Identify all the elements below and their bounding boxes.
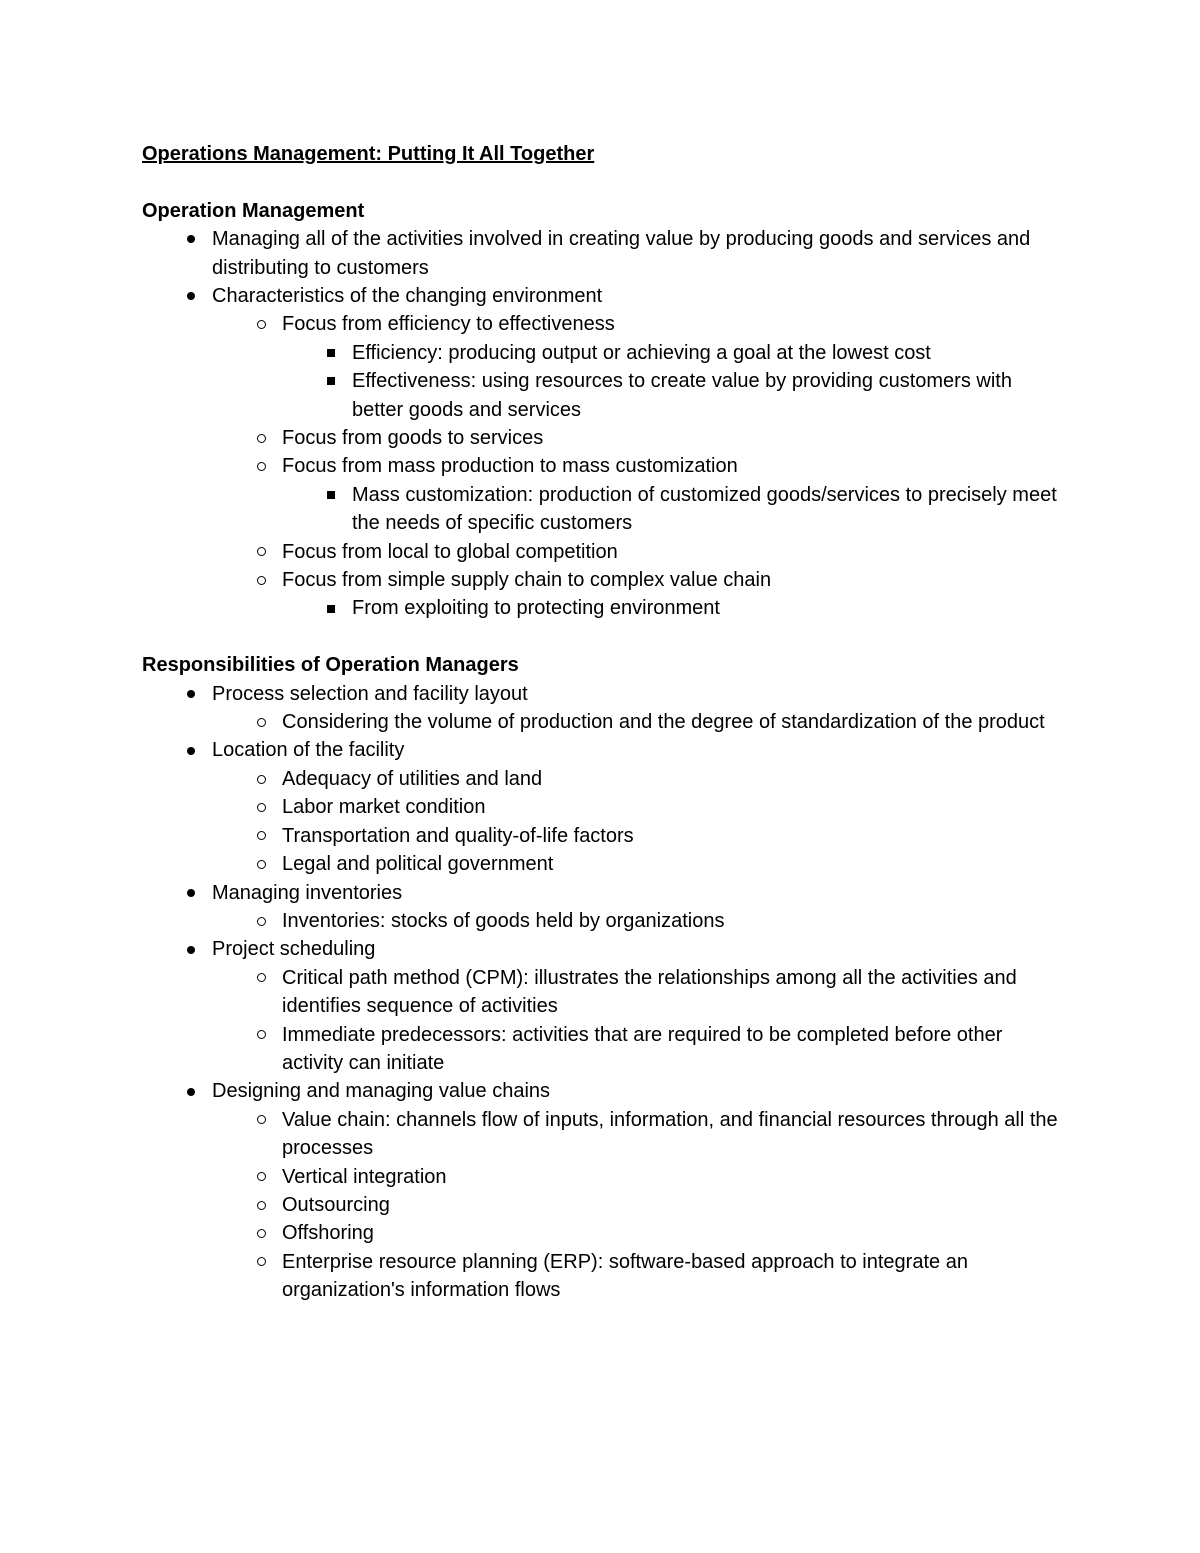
circle-bullet-icon [251, 1248, 271, 1276]
sub-list-item-text: Enterprise resource planning (ERP): software-based approach to integrate an organization's information flows [282, 1250, 968, 1302]
circle-bullet-icon [251, 1021, 271, 1049]
bullet-list [142, 680, 1062, 1305]
list-item [142, 736, 1062, 878]
square-bullet-icon [321, 481, 341, 509]
sub-list-item [212, 1021, 1062, 1078]
sub-list-item-text: Focus from mass production to mass customization [282, 455, 738, 478]
section-heading: Responsibilities of Operation Managers [142, 654, 519, 677]
sub-sub-list-item [282, 339, 1062, 367]
disc-bullet-icon [181, 736, 201, 764]
sub-list-item-text: Labor market condition [282, 796, 486, 819]
list-item [142, 1077, 1062, 1304]
circle-bullet-icon [251, 452, 271, 480]
disc-bullet-icon [181, 680, 201, 708]
sub-list-item [212, 1219, 1062, 1247]
circle-bullet-icon [251, 566, 271, 594]
list-item [142, 879, 1062, 936]
sub-sub-list-item-text: From exploiting to protecting environment [352, 597, 720, 620]
sub-list-item [212, 1106, 1062, 1163]
sub-list-item [212, 765, 1062, 793]
sub-list-item-text: Focus from local to global competition [282, 540, 618, 563]
sub-list-item-text: Focus from efficiency to effectiveness [282, 313, 615, 336]
circle-bullet-icon [251, 708, 271, 736]
sub-list [212, 964, 1062, 1078]
sub-list [212, 1106, 1062, 1305]
list-item-text: Characteristics of the changing environment [212, 285, 603, 307]
disc-bullet-icon [181, 225, 201, 253]
square-bullet-icon [321, 367, 341, 395]
sub-list-item [212, 822, 1062, 850]
sub-list-item [212, 1191, 1062, 1219]
sub-list-item-text: Offshoring [282, 1222, 374, 1245]
sub-list [212, 310, 1062, 622]
spacer [142, 168, 1062, 196]
sub-list-item [212, 964, 1062, 1021]
circle-bullet-icon [251, 907, 271, 935]
sub-list-item [212, 424, 1062, 452]
sub-list-item-text: Outsourcing [282, 1193, 390, 1216]
sub-list-item [212, 708, 1062, 736]
disc-bullet-icon [181, 1077, 201, 1105]
circle-bullet-icon [251, 310, 271, 338]
sub-list-item-text: Critical path method (CPM): illustrates the relationships among all the activities and identifies sequence of activities [282, 966, 1017, 1018]
document-title: Operations Management: Putting It All Together [142, 143, 595, 165]
list-item [142, 935, 1062, 1077]
list-item [142, 225, 1062, 282]
sub-list-item-text: Value chain: channels flow of inputs, information, and financial resources through all the processes [282, 1108, 1058, 1160]
sub-sub-list-item [282, 481, 1062, 538]
section-operation-management [142, 197, 1062, 623]
sub-list-item [212, 1248, 1062, 1305]
sub-sub-list-item-text: Mass customization: production of customized goods/services to precisely meet the needs of specific customers [352, 483, 1057, 535]
sub-sub-list-item [282, 367, 1062, 424]
sub-list-item [212, 793, 1062, 821]
list-item-text: Managing inventories [212, 881, 403, 904]
circle-bullet-icon [251, 850, 271, 878]
disc-bullet-icon [181, 935, 201, 963]
sub-sub-list-item-text: Efficiency: producing output or achieving a goal at the lowest cost [352, 341, 931, 364]
sub-list-item-text: Considering the volume of production and the degree of standardization of the product [282, 711, 1045, 734]
bullet-list [142, 225, 1062, 623]
spacer [142, 623, 1062, 651]
circle-bullet-icon [251, 964, 271, 992]
square-bullet-icon [321, 594, 341, 622]
sub-list-item [212, 850, 1062, 878]
sub-sub-list [282, 481, 1062, 538]
section-heading: Operation Management [142, 199, 365, 222]
sub-list-item [212, 566, 1062, 623]
sub-list-item-text: Adequacy of utilities and land [282, 767, 543, 790]
sub-sub-list [282, 594, 1062, 622]
circle-bullet-icon [251, 765, 271, 793]
list-item-text: Designing and managing value chains [212, 1080, 551, 1103]
sub-list [212, 907, 1062, 935]
document-page [142, 140, 1062, 1305]
circle-bullet-icon [251, 538, 271, 566]
sub-sub-list-item-text: Effectiveness: using resources to create value by providing customers with better goods and services [352, 370, 1012, 421]
sub-list-item-text: Immediate predecessors: activities that are required to be completed before other activity can initiate [282, 1023, 1003, 1074]
list-item-text: Location of the facility [212, 739, 405, 762]
list-item-text: Managing all of the activities involved in creating value by producing goods and services and distributing to customers [212, 228, 1031, 279]
circle-bullet-icon [251, 1191, 271, 1219]
circle-bullet-icon [251, 793, 271, 821]
sub-list-item-text: Vertical integration [282, 1165, 447, 1188]
sub-list-item [212, 1163, 1062, 1191]
circle-bullet-icon [251, 822, 271, 850]
square-bullet-icon [321, 339, 341, 367]
circle-bullet-icon [251, 1163, 271, 1191]
list-item-text: Process selection and facility layout [212, 682, 528, 705]
list-item-text: Project scheduling [212, 938, 376, 961]
sub-list [212, 708, 1062, 736]
sub-sub-list [282, 339, 1062, 424]
sub-list [212, 765, 1062, 879]
list-item [142, 680, 1062, 737]
sub-list-item-text: Legal and political government [282, 853, 554, 876]
section-responsibilities [142, 651, 1062, 1304]
disc-bullet-icon [181, 282, 201, 310]
sub-list-item [212, 452, 1062, 537]
circle-bullet-icon [251, 1106, 271, 1134]
sub-list-item [212, 310, 1062, 424]
sub-sub-list-item [282, 594, 1062, 622]
circle-bullet-icon [251, 1219, 271, 1247]
sub-list-item [212, 538, 1062, 566]
sub-list-item-text: Focus from simple supply chain to complex value chain [282, 569, 772, 592]
sub-list-item-text: Inventories: stocks of goods held by organizations [282, 909, 725, 932]
sub-list-item-text: Focus from goods to services [282, 427, 544, 450]
sub-list-item-text: Transportation and quality-of-life factors [282, 824, 634, 847]
sub-list-item [212, 907, 1062, 935]
circle-bullet-icon [251, 424, 271, 452]
disc-bullet-icon [181, 879, 201, 907]
list-item [142, 282, 1062, 623]
